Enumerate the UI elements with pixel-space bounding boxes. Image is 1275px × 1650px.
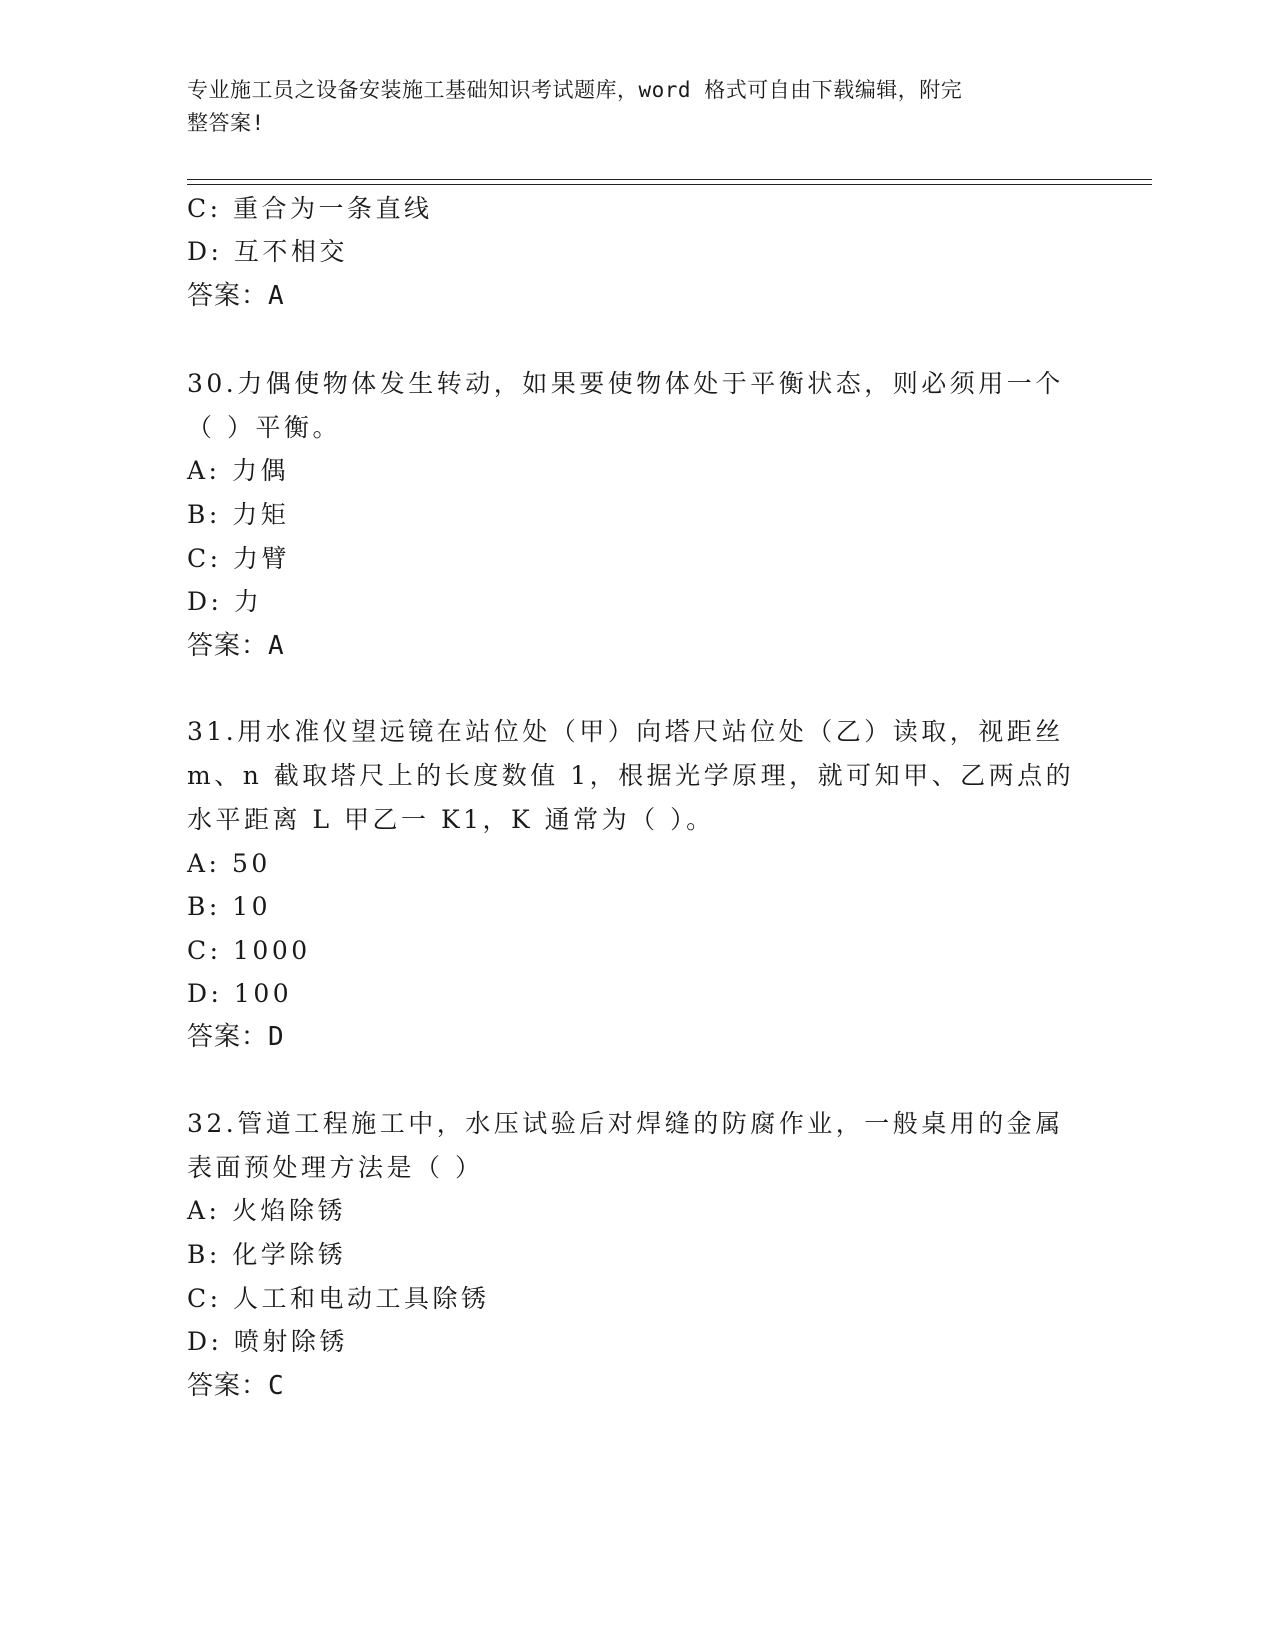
document-header [187,74,1067,140]
q31-option-a [187,844,271,884]
q31-answer: 答案：D [187,1022,285,1052]
q30-option-c [187,539,290,579]
q31-stem-line-2: m、n 截取塔尺上的长度数值 1，根据光学原理，就可知甲、乙两点的 [187,761,1075,790]
option-label: A: [187,849,221,878]
option-text: 力偶 [231,456,289,485]
option-text: 化学除锈 [232,1240,347,1269]
q32-stem-line-2: 表面预处理方法是（ ） [187,1153,484,1182]
option-label: D: [187,1327,223,1356]
prev-option-d [187,232,348,272]
option-text: 10 [232,892,272,921]
option-text: 互不相交 [233,237,348,266]
q32-option-b [187,1235,346,1275]
option-label: C: [187,1284,222,1313]
prev-answer: 答案：A [187,281,285,311]
option-text: 1000 [233,936,311,965]
q31-option-c [187,931,311,971]
header-line-2: 整答案! [187,111,265,135]
option-label: D: [187,979,223,1008]
option-label: D: [187,237,223,266]
q30-answer: 答案：A [187,631,285,661]
option-label: B: [187,500,221,529]
q32-stem-line-1: 32.管道工程施工中，水压试验后对焊缝的防腐作业，一般桌用的金属 [187,1109,1064,1138]
option-text: 重合为一条直线 [233,194,433,223]
q31-option-b [187,887,271,927]
q31-stem-line-1: 31.用水准仪望远镜在站位处（甲）向塔尺站位处（乙）读取，视距丝 [187,717,1064,746]
option-label: D: [187,587,223,616]
option-label: A: [187,456,221,485]
header-rule-top [187,179,1152,180]
option-text: 人工和电动工具除锈 [233,1284,490,1313]
option-text: 火焰除锈 [231,1196,346,1225]
option-text: 喷射除锈 [233,1327,348,1356]
option-label: B: [187,892,221,921]
option-text: 50 [231,849,271,878]
option-text: 100 [233,979,293,1008]
q30-option-b [187,495,289,535]
option-label: B: [187,1240,221,1269]
q31-option-d [187,974,292,1014]
q32-answer: 答案：C [187,1371,285,1401]
q32-option-a [187,1191,346,1231]
prev-option-c [187,189,433,229]
option-label: C: [187,194,222,223]
option-text: 力臂 [233,544,291,573]
option-label: A: [187,1196,221,1225]
q30-option-a [187,451,289,491]
q31-stem-line-3: 水平距离 L 甲乙一 K1，K 通常为（ ）。 [187,805,715,834]
q32-option-c [187,1279,490,1319]
q30-stem-line-2: （ ）平衡。 [187,413,341,442]
option-text: 力 [233,587,263,616]
header-line-1: 专业施工员之设备安装施工基础知识考试题库，word 格式可自由下载编辑，附完 [187,78,963,102]
header-rule-bottom [187,184,1152,185]
q30-option-d [187,582,262,622]
option-label: C: [187,936,222,965]
option-label: C: [187,544,222,573]
q30-stem-line-1: 30.力偶使物体发生转动，如果要使物体处于平衡状态，则必须用一个 [187,369,1064,398]
q32-option-d [187,1322,348,1362]
option-text: 力矩 [232,500,290,529]
